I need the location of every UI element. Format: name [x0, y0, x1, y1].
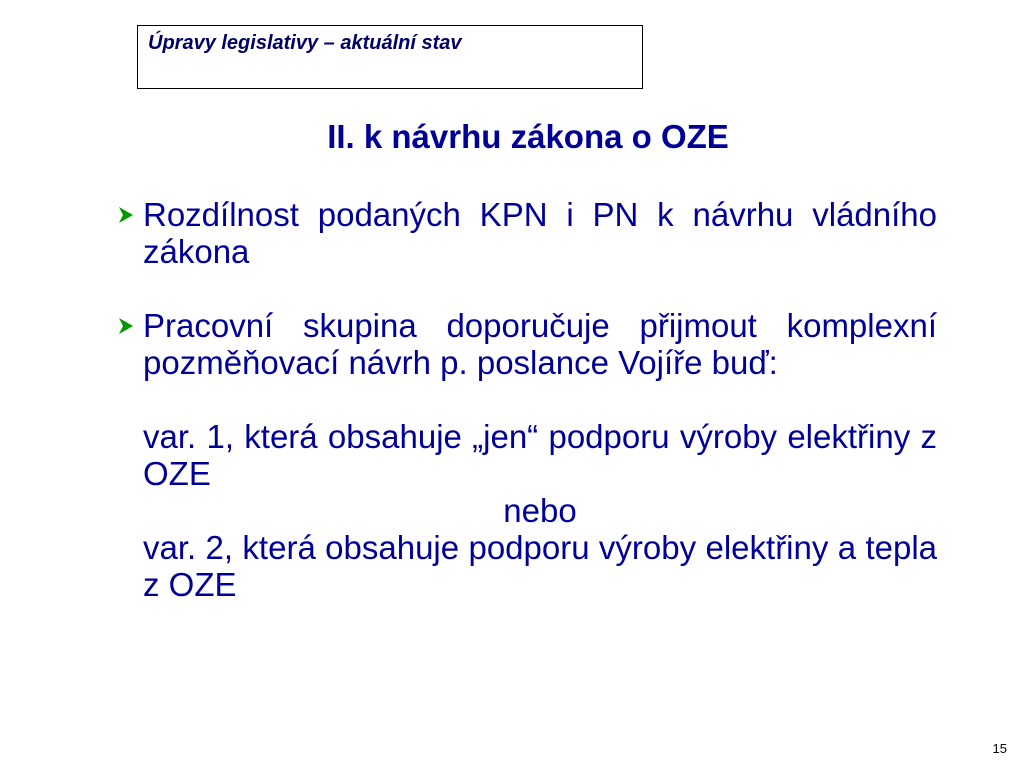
header-label: Úpravy legislativy – aktuální stav: [148, 32, 462, 54]
bullet-item: [116, 307, 937, 381]
bullet-text: Pracovní skupina doporučuje přijmout komplexní pozměňovací návrh p. poslance Vojíře buď:: [143, 307, 937, 381]
bullet-item: [116, 196, 937, 270]
slide-title: II. k návrhu zákona o OZE: [327, 118, 729, 155]
variant-two-text: var. 2, která obsahuje podporu výroby elektřiny a tepla z OZE: [143, 529, 937, 603]
header-box: [137, 25, 643, 89]
arrowhead-bullet-icon: [116, 316, 136, 336]
arrowhead-bullet-icon: [116, 205, 136, 225]
slide-content: [116, 196, 937, 603]
variant-one-text: var. 1, která obsahuje „jen“ podporu výroby elektřiny z OZE: [143, 418, 937, 492]
bullet-text: Rozdílnost podaných KPN i PN k návrhu vládního zákona: [143, 196, 937, 270]
page-number: 15: [992, 741, 1007, 756]
variant-separator: nebo: [503, 492, 577, 529]
